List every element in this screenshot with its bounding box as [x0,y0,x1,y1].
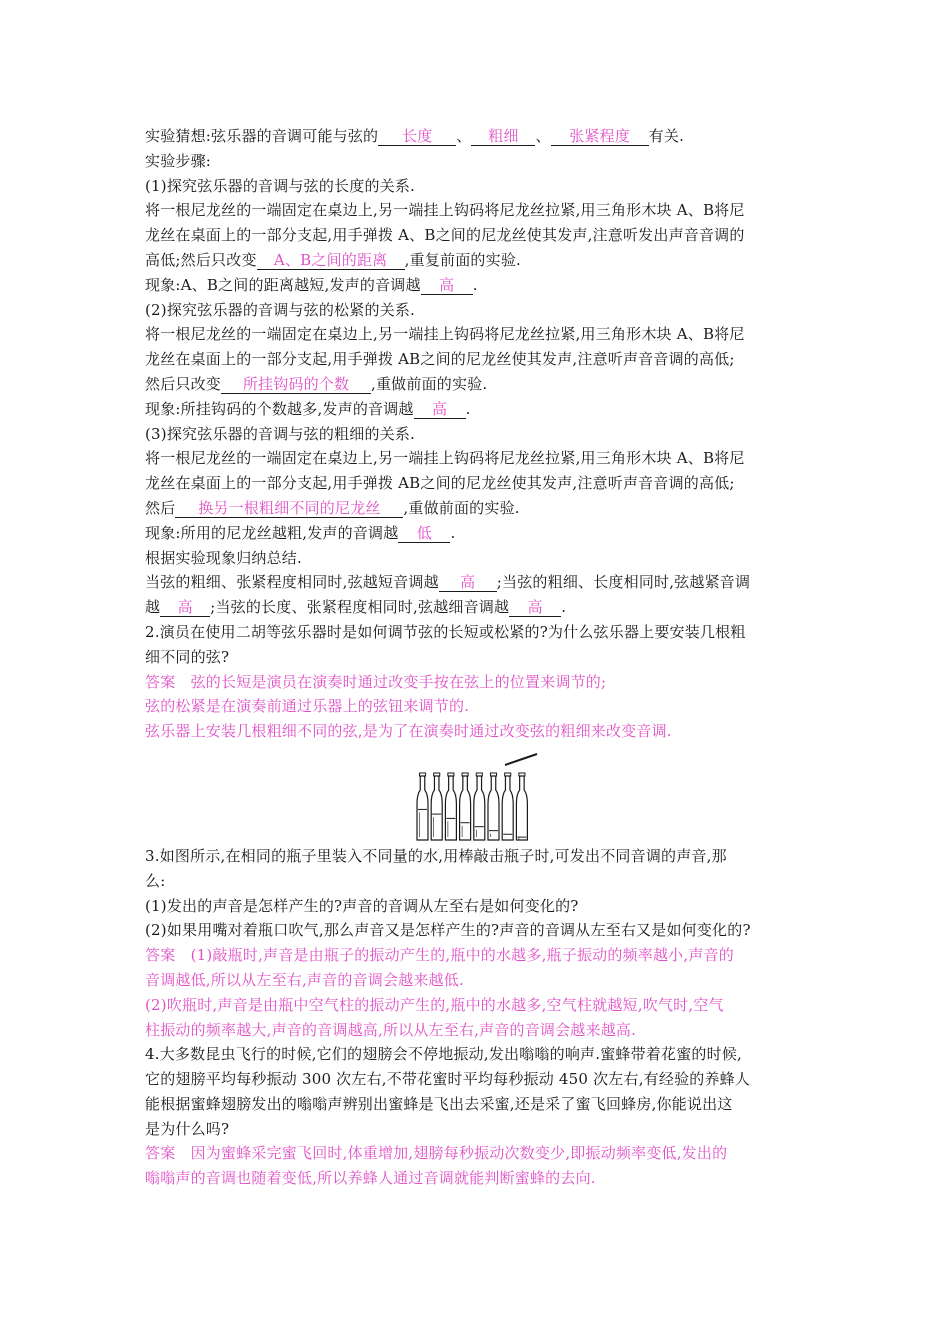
part3-text: 将一根尼龙丝的一端固定在桌边上,另一端挂上钩码将尼龙丝拉紧,用三角形木块 A、B将尼 [145,449,745,468]
bottle-cap [447,773,453,776]
question-2: 细不同的弦? [145,647,230,666]
stick [505,754,537,765]
blank-answer: 高 [421,277,473,295]
bottle [431,776,442,840]
bottle [459,776,470,840]
answer-3: 音调越低,所以从左至右,声音的音调会越来越低. [145,970,464,989]
blank-answer: 高 [439,574,497,592]
steps-title: 实验步骤: [145,151,212,170]
bottle [473,776,484,840]
question-3: 3.如图所示,在相同的瓶子里装入不同量的水,用棒敲击瓶子时,可发出不同音调的声音,那 [145,846,727,865]
question-4: 4.大多数昆虫飞行的时候,它们的翅膀会不停地振动,发出嗡嗡的响声.蜜蜂带着花蜜的时候, [145,1045,742,1064]
blank-tension: 张紧程度 [551,128,649,146]
blank-other-string: 换另一根粗细不同的尼龙丝 [175,500,403,518]
guess-line: 实验猜想:弦乐器的音调可能与弦的 长度 、 粗细 、 张紧程度 有关. [145,127,685,145]
bottle-cap [504,773,510,776]
part3-observation: 现象:所用的尼龙丝越粗,发声的音调越 低 . [145,523,456,542]
part1-text: 将一根尼龙丝的一端固定在桌边上,另一端挂上钩码将尼龙丝拉紧,用三角形木块 A、B将尼 [145,201,745,220]
part2-observation: 现象:所挂钩码的个数越多,发声的音调越 高 . [145,399,471,418]
question-2: 2.演员在使用二胡等弦乐器时是如何调节弦的长短或松紧的?为什么弦乐器上要安装几根粗 [145,622,746,641]
answer-4: 嗡嗡声的音调也随着变低,所以养蜂人通过音调就能判断蜜蜂的去向. [145,1169,596,1188]
blank-weights: 所挂钩码的个数 [221,376,371,394]
part1-observation: 现象:A、B之间的距离越短,发声的音调越 高 . [145,275,478,294]
worksheet-page [145,124,810,1191]
answer-3: 答案 (1)敲瓶时,声音是由瓶子的振动产生的,瓶中的水越多,瓶子振动的频率越小,声音的 [145,946,734,965]
bottle-cap [433,773,439,776]
bottle [516,776,527,840]
blank-thickness: 粗细 [471,128,535,146]
answer-2: 弦的松紧是在演奏前通过乐器上的弦钮来调节的. [145,697,470,716]
answer-4: 答案 因为蜜蜂采完蜜飞回时,体重增加,翅膀每秒振动次数变少,即振动频率变低,发出的 [145,1144,728,1163]
part2-change: 然后只改变 所挂钩码的个数 ,重做前面的实验. [145,374,488,393]
summary-line: 当弦的粗细、张紧程度相同时,弦越短音调越 高 ;当弦的粗细、长度相同时,弦越紧音调 [145,573,751,592]
part2-text: 龙丝在桌面上的一部分支起,用手弹拨 AB之间的尼龙丝使其发声,注意听声音音调的高低; [145,350,735,369]
part3-change: 然后 换另一根粗细不同的尼龙丝 ,重做前面的实验. [145,498,520,517]
part3-title: (3)探究弦乐器的音调与弦的粗细的关系. [145,424,416,443]
answer-3: (2)吹瓶时,声音是由瓶中空气柱的振动产生的,瓶中的水越多,空气柱就越短,吹气时,空气 [145,995,724,1014]
blank-answer: 低 [398,525,450,543]
question-4: 它的翅膀平均每秒振动 300 次左右,不带花蜜时平均每秒振动 450 次左右,有经验的养蜂人 [145,1070,751,1089]
part1-change: 高低;然后只改变 A、B之间的距离 ,重复前面的实验. [145,250,521,269]
part1-text: 龙丝在桌面上的一部分支起,用手弹拨 A、B之间的尼龙丝使其发声,注意听发出声音音调的 [145,226,745,245]
part3-text: 龙丝在桌面上的一部分支起,用手弹拨 AB之间的尼龙丝使其发声,注意听声音音调的高低; [145,474,735,493]
answer-2: 答案 弦的长短是演员在演奏时通过改变手按在弦上的位置来调节的; [145,672,607,691]
answer-3: 柱振动的频率越大,声音的音调越高,所以从左至右,声音的音调会越来越高. [145,1020,637,1039]
bottle-cap [419,773,425,776]
summary-line: 越 高 ;当弦的长度、张紧程度相同时,弦越细音调越 高 . [145,598,567,617]
blank-length: 长度 [378,128,456,146]
bottle-cap [476,773,482,776]
bottle [502,776,513,840]
bottle-cap [490,773,496,776]
answer-2: 弦乐器上安装几根粗细不同的弦,是为了在演奏时通过改变弦的粗细来改变音调. [145,722,672,741]
bottles-figure [145,744,810,844]
bottle-cap [518,773,524,776]
blank-answer: 高 [509,599,561,617]
bottles-with-stick-icon [413,752,543,844]
blank-answer: 高 [414,401,466,419]
blank-answer: 高 [160,599,210,617]
question-4: 是为什么吗? [145,1119,230,1138]
part2-title: (2)探究弦乐器的音调与弦的松紧的关系. [145,300,416,319]
question-3: (2)如果用嘴对着瓶口吹气,那么声音又是怎样产生的?声音的音调从左至右又是如何变化的? [145,921,751,940]
question-4: 能根据蜜蜂翅膀发出的嗡嗡声辨别出蜜蜂是飞出去采蜜,还是采了蜜飞回蜂房,你能说出这 [145,1094,733,1113]
part2-text: 将一根尼龙丝的一端固定在桌边上,另一端挂上钩码将尼龙丝拉紧,用三角形木块 A、B将尼 [145,325,745,344]
bottle [445,776,456,840]
question-3: (1)发出的声音是怎样产生的?声音的音调从左至右是如何变化的? [145,896,579,915]
part1-title: (1)探究弦乐器的音调与弦的长度的关系. [145,176,416,195]
question-3: 么: [145,871,166,890]
bottle-cap [462,773,468,776]
blank-ab-distance: A、B之间的距离 [257,252,405,270]
bottle [417,776,428,840]
summary-intro: 根据实验现象归纳总结. [145,548,302,567]
